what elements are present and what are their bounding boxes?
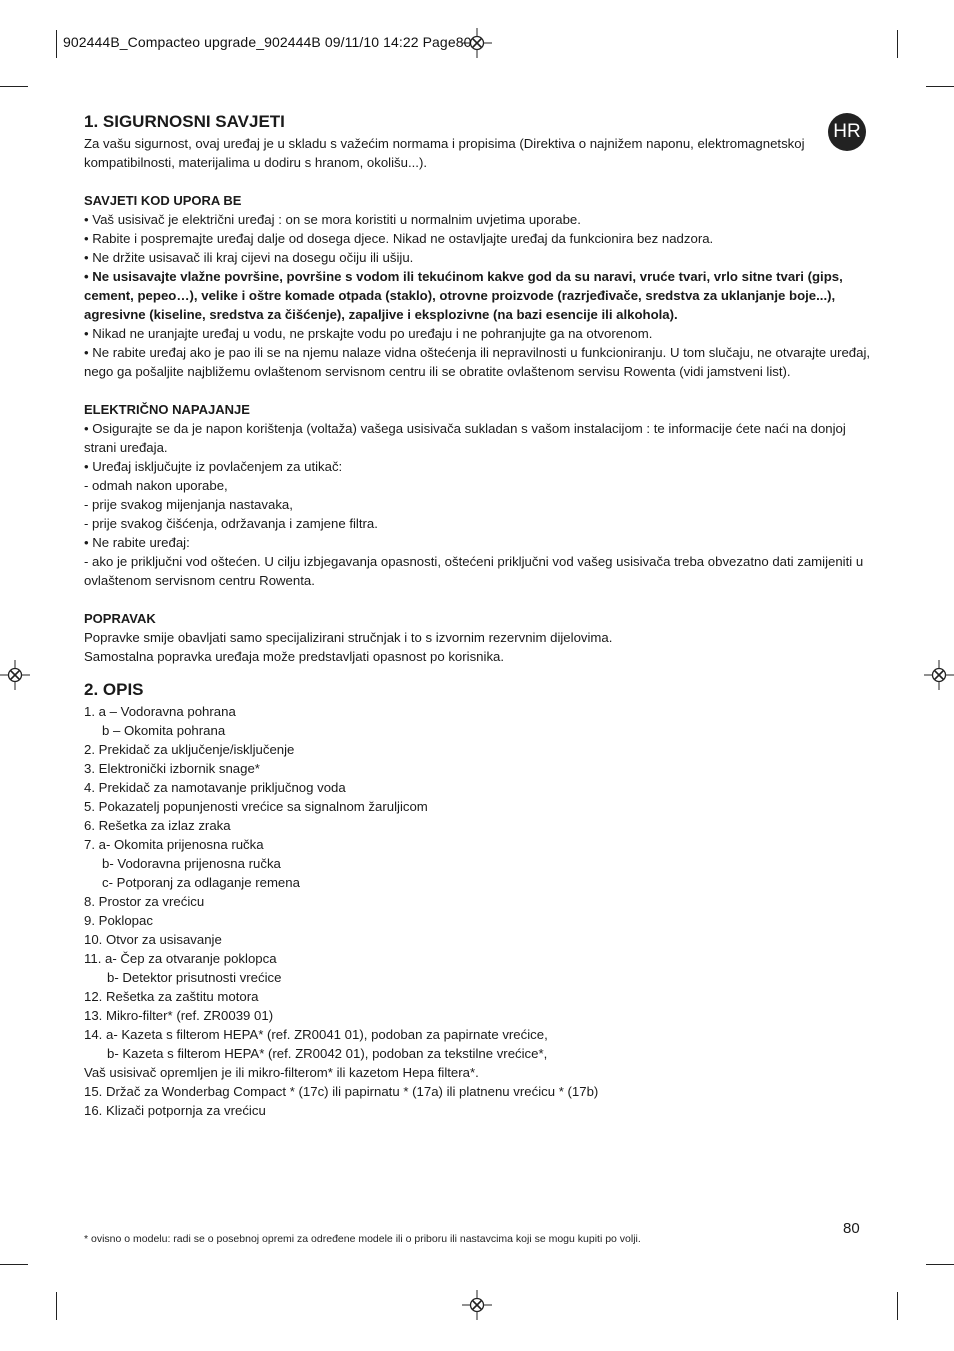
section-title: 1. SIGURNOSNI SAVJETI [84, 112, 285, 131]
section-title: 2. OPIS [84, 680, 144, 699]
crop-mark [0, 1264, 28, 1265]
page-content [84, 112, 874, 1120]
list-item: b – Okomita pohrana [102, 723, 226, 738]
list-item: 9. Poklopac [84, 913, 153, 928]
subsection-heading: POPRAVAK [84, 611, 156, 626]
crop-mark [56, 1292, 57, 1320]
list-item: b- Vodoravna prijenosna ručka [102, 856, 281, 871]
list-item: b- Detektor prisutnosti vrećice [107, 970, 282, 985]
crop-mark [926, 1264, 954, 1265]
list-item: b- Kazeta s filterom HEPA* (ref. ZR0042 01), podoban za tekstilne vrećice*, [107, 1046, 548, 1061]
subsection-heading: SAVJETI KOD UPORA BE [84, 193, 242, 208]
subsection-heading: ELEKTRIČNO NAPAJANJE [84, 402, 250, 417]
list-item: - ako je priključni vod oštećen. U cilju izbjegavanja opasnosti, oštećeni priključni vod vašeg usisivača treba obvezatno dati zamijeniti u ovlaštenom servisnom centru Rowenta. [84, 554, 864, 588]
list-item: • Uređaj isključujte iz povlačenjem za utikač: [84, 459, 343, 474]
list-item: Vaš usisivač opremljen je ili mikro-filterom* ili kazetom Hepa filtera*. [84, 1065, 479, 1080]
list-item: 1. a – Vodoravna pohrana [84, 704, 236, 719]
crop-mark [56, 30, 57, 58]
list-item: Samostalna popravka uređaja može predstavljati opasnost po korisnika. [84, 649, 505, 664]
list-item: 6. Rešetka za izlaz zraka [84, 818, 231, 833]
intro-paragraph: Za vašu sigurnost, ovaj uređaj je u skladu s važećim normama i propisima (Direktiva o najnižem naponu, elektromagnetskoj kompatibilnosti, materijalima u dodiru s hranom, okolišu...). [84, 136, 805, 170]
crop-mark [0, 86, 28, 87]
registration-mark-icon [462, 1290, 492, 1320]
list-item: 3. Elektronički izbornik snage* [84, 761, 260, 776]
page-number: 80 [843, 1220, 860, 1237]
list-item: • Ne držite usisavač ili kraj cijevi na dosegu očiju ili ušiju. [84, 250, 414, 265]
list-item: 5. Pokazatelj popunjenosti vrećice sa signalnom žaruljicom [84, 799, 428, 814]
list-item: - prije svakog čišćenja, održavanja i zamjene filtra. [84, 516, 378, 531]
crop-mark [897, 1292, 898, 1320]
list-item: • Ne rabite uređaj: [84, 535, 190, 550]
registration-mark-icon [0, 660, 30, 690]
registration-mark-icon [924, 660, 954, 690]
list-item: 7. a- Okomita prijenosna ručka [84, 837, 264, 852]
crop-mark [897, 30, 898, 58]
list-item: 10. Otvor za usisavanje [84, 932, 222, 947]
list-item: c- Potporanj za odlaganje remena [102, 875, 300, 890]
list-item: - prije svakog mijenjanja nastavaka, [84, 497, 293, 512]
list-item: 15. Držač za Wonderbag Compact * (17c) ili papirnatu * (17a) ili platnenu vrećicu * (17b) [84, 1084, 599, 1099]
list-item: 16. Klizači potpornja za vrećicu [84, 1103, 266, 1118]
list-item: • Ne usisavajte vlažne površine, površine s vodom ili tekućinom kakve god da su naravi, vruće tvari, vrlo sitne tvari (gips, cement, pepeo…), velike i oštre komade otpada (staklo), otrovne proizvode (razrjeđivače, sredstva za uklanjanje boje...), agresivne (kiseline, sredstva za čišćenje), zapaljive i eksplozivne (na bazi esencije ili alkohola). [84, 269, 843, 322]
list-item: 8. Prostor za vrećicu [84, 894, 205, 909]
list-item: • Osigurajte se da je napon korištenja (voltaža) vašega usisivača sukladan s vašom instalacijom : te informacije ćete naći na donjoj strani uređaja. [84, 421, 846, 455]
list-item: • Vaš usisivač je električni uređaj : on se mora koristiti u normalnim uvjetima uporabe. [84, 212, 581, 227]
language-badge: HR [828, 113, 866, 151]
list-item: Popravke smije obavljati samo specijalizirani stručnjak i to s izvornim rezervnim dijelovima. [84, 630, 613, 645]
list-item: • Rabite i pospremajte uređaj dalje od dosega djece. Nikad ne ostavljajte uređaj da funkcionira bez nadzora. [84, 231, 714, 246]
list-item: • Nikad ne uranjajte uređaj u vodu, ne prskajte vodu po uređaju i ne pohranjujte ga na otvorenom. [84, 326, 653, 341]
list-item: • Ne rabite uređaj ako je pao ili se na njemu nalaze vidna oštećenja ili nepravilnosti u funkcioniranju. U tom slučaju, ne otvarajte uređaj, nego ga pošaljite najbližemu ovlaštenom servisnom centru ili se obratite ovlaštenom servisu Rowenta (vidi jamstveni list). [84, 345, 871, 379]
footnote: * ovisno o modelu: radi se o posebnoj opremi za određene modele ili o priboru ili nastavcima koji se mogu kupiti po volji. [84, 1233, 641, 1245]
crop-mark [926, 86, 954, 87]
list-item: 11. a- Čep za otvaranje poklopca [84, 951, 277, 966]
list-item: 12. Rešetka za zaštitu motora [84, 989, 259, 1004]
list-item: 14. a- Kazeta s filterom HEPA* (ref. ZR0041 01), podoban za papirnate vrećice, [84, 1027, 548, 1042]
list-item: 4. Prekidač za namotavanje priključnog voda [84, 780, 346, 795]
header-slug: 902444B_Compacteo upgrade_902444B 09/11/10 14:22 Page80 [63, 34, 472, 50]
list-item: 2. Prekidač za uključenje/isključenje [84, 742, 295, 757]
list-item: 13. Mikro-filter* (ref. ZR0039 01) [84, 1008, 274, 1023]
list-item: - odmah nakon uporabe, [84, 478, 228, 493]
